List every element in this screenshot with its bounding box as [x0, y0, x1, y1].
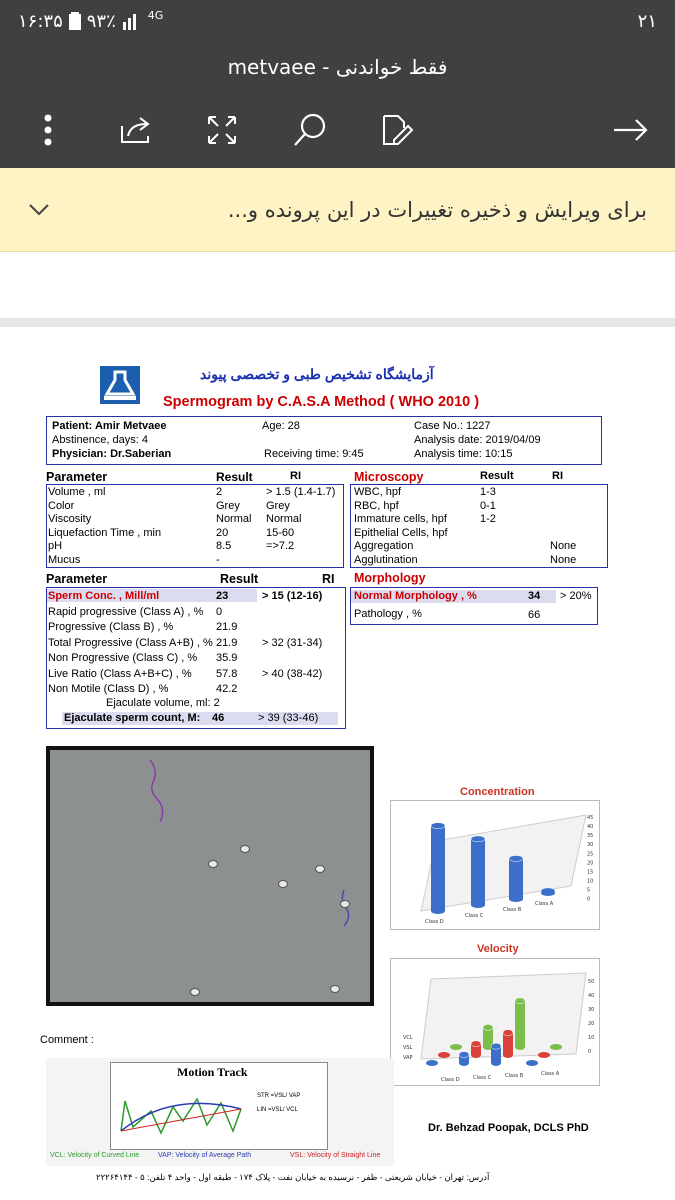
vel-bar-0-3 [550, 1044, 562, 1050]
sperm-cell-p: Live Ratio (Class A+B+C) , % [48, 667, 192, 680]
conc-y-tick: 40 [587, 824, 594, 831]
vel-x-label: Class D [441, 1077, 460, 1083]
motion-track-title: Motion Track [177, 1065, 248, 1079]
sperm-cell [190, 988, 200, 996]
toolbar [0, 92, 675, 168]
vel-bar-0-2 [515, 1001, 525, 1047]
page-separator [0, 318, 675, 327]
conc-bar-1-base [471, 902, 485, 908]
micro-cell-p: Immature cells, hpf [354, 513, 447, 525]
lab-address: آدرس: تهران - خیابان شریعتی - ظفر - نرسیده به خیابان نفت - پلاک ۱۷۴ - طبقه اول - واحد ۴ تلفن: ۵ - ۲۲۲۶۴۱۴۴ [96, 1172, 490, 1182]
patient-age: Age: 28 [262, 420, 300, 432]
conc-chart-back-wall [421, 815, 586, 911]
vel-bar-0-0 [450, 1044, 462, 1050]
conc-y-tick: 20 [587, 860, 594, 867]
conc-bar-2-top [509, 855, 523, 861]
report-title: Spermogram by C.A.S.A Method ( WHO 2010 ) [163, 394, 480, 410]
sperm-cell-p: Non Progressive (Class C) , % [48, 652, 198, 664]
macro-cell-p: Liquefaction Time , min [48, 526, 162, 539]
micro-cell-ri: None [550, 553, 577, 566]
macro-cell-r: 8.5 [216, 540, 232, 552]
conc-x-label: Class C [465, 913, 484, 919]
vel-bar-2-1-top [459, 1052, 469, 1058]
macro-cell-ri: > 1.5 (1.4-1.7) [266, 486, 336, 498]
pathology-label: Pathology , % [354, 608, 422, 620]
micro-header-result: Result [480, 470, 514, 482]
back-button[interactable] [610, 110, 650, 150]
sperm-cell-ri: > 32 (31-34) [262, 636, 323, 649]
conc-bar-1 [471, 839, 485, 905]
vel-bar-1-2-top [503, 1030, 513, 1036]
micro-cell-p: Epithelial Cells, hpf [354, 526, 448, 539]
sperm-header-parameter: Parameter [46, 572, 108, 586]
banner-text: برای ویرایش و ذخیره تغییرات در این پرونده و... [227, 197, 647, 222]
macro-cell-ri: Normal [266, 513, 302, 525]
conc-x-label: Class B [503, 907, 522, 913]
micro-cell-ri: None [550, 540, 577, 552]
conc-y-tick: 25 [587, 851, 594, 858]
sperm-cell-p: Total Progressive (Class A+B) , % [48, 636, 213, 649]
sperm-cell-ri: > 15 (12-16) [262, 590, 323, 602]
ejaculate-volume: Ejaculate volume, ml: 2 [106, 697, 220, 709]
normal-morphology-value: 34 [528, 590, 541, 602]
share-icon [118, 114, 154, 146]
legend-vsl: VSL: Velocity of Straight Line [290, 1152, 381, 1159]
sperm-cell-r: 21.9 [216, 636, 238, 649]
vel-y-tick: 0 [588, 1049, 592, 1055]
velocity-title: Velocity [477, 943, 519, 955]
macro-header-parameter: Parameter [46, 470, 108, 484]
conc-bar-2-base [509, 896, 523, 902]
morphology-header: Morphology [354, 571, 426, 585]
macro-cell-r: Normal [216, 513, 252, 525]
macro-cell-ri: 15-60 [266, 526, 295, 539]
vel-bar-0-2-top [515, 998, 525, 1004]
sperm-cell [278, 880, 288, 888]
sperm-header-ri: RI [322, 572, 335, 586]
vel-bar-0-1-top [483, 1024, 493, 1030]
motion-track-diagram [110, 1062, 328, 1150]
conc-y-tick: 30 [587, 842, 594, 849]
conc-bar-0 [431, 826, 445, 911]
sperm-cell-p: Sperm Conc. , Mill/ml [48, 590, 160, 602]
edit-button[interactable] [376, 110, 416, 150]
vel-series-label: VCL [403, 1035, 413, 1041]
str-formula: STR =VSL/ VAP [257, 1093, 301, 1099]
vel-bar-1-3 [538, 1052, 550, 1058]
conc-y-tick: 45 [587, 815, 594, 821]
sperm-cell [330, 985, 340, 993]
more-menu-button[interactable] [28, 110, 68, 150]
lab-logo [100, 366, 140, 404]
conc-bar-0-base [431, 908, 445, 914]
conc-bar-3-base [541, 890, 555, 896]
macro-cell-p: pH [48, 540, 63, 552]
edit-banner[interactable] [0, 168, 675, 252]
comment-label: Comment : [40, 1034, 94, 1046]
normal-morphology-label: Normal Morphology , % [354, 590, 477, 602]
vel-bar-1-2-base [503, 1052, 513, 1058]
macro-cell-p: Volume , ml [48, 486, 106, 498]
search-button[interactable] [290, 110, 330, 150]
battery-level: ۹۳٪ [86, 10, 116, 32]
micro-cell-p: RBC, hpf [354, 499, 399, 512]
vel-bar-2-2-top [491, 1043, 501, 1049]
search-icon [292, 112, 328, 148]
arrow-right-icon [612, 118, 648, 142]
sperm-cell [208, 860, 218, 868]
analysis-date: Analysis date: 2019/04/09 [414, 434, 541, 446]
ejaculate-count-ri: > 39 (33-46) [258, 712, 319, 724]
velocity-chart [390, 958, 600, 1086]
share-button[interactable] [116, 110, 156, 150]
sperm-tracks [50, 750, 370, 1002]
vel-series-label: VAP [403, 1055, 413, 1061]
vel-bar-1-1-base [471, 1052, 481, 1058]
microscopy-header: Microscopy [354, 470, 424, 484]
document-title: metvaee - فقط خواندنی [0, 42, 675, 92]
sperm-cell [240, 845, 250, 853]
macro-cell-p: Color [48, 499, 75, 512]
vel-bar-1-2 [503, 1033, 513, 1055]
ejaculate-count-value: 46 [212, 712, 225, 724]
micro-cell-r: 1-2 [480, 513, 496, 525]
vel-x-label: Class A [541, 1071, 560, 1077]
sperm-header-result: Result [220, 572, 259, 586]
conc-bar-0-top [431, 823, 445, 829]
pathology-value: 66 [528, 609, 541, 621]
status-bar [0, 0, 675, 42]
micro-cell-p: Aggregation [354, 540, 414, 552]
analysis-time: Analysis time: 10:15 [414, 448, 513, 460]
lin-formula: LIN =VSL/ VCL [257, 1107, 298, 1113]
microscope-image [46, 746, 374, 1006]
vel-y-tick: 30 [588, 1007, 595, 1013]
vel-bar-0-2-base [515, 1044, 525, 1050]
clock: ۱۶:۳۵ [18, 10, 63, 32]
vel-bar-2-0 [426, 1060, 438, 1066]
sperm-cell-ri: > 40 (38-42) [262, 667, 323, 680]
macro-cell-r: 20 [216, 526, 229, 539]
sperm-cell-r: 0 [216, 605, 223, 618]
normal-morphology-ri: > 20% [560, 590, 592, 602]
network-type: 4G [147, 8, 164, 22]
vel-x-label: Class C [473, 1075, 492, 1081]
sperm-cell [340, 900, 350, 908]
macro-header-result: Result [216, 470, 253, 484]
vel-bar-2-3 [526, 1060, 538, 1066]
vel-y-tick: 50 [588, 979, 595, 985]
ejaculate-count-label: Ejaculate sperm count, M: [64, 712, 201, 724]
vel-series-label: VSL [403, 1045, 413, 1051]
macro-cell-r: - [216, 553, 220, 566]
vel-y-tick: 10 [588, 1035, 595, 1041]
physician: Physician: Dr.Saberian [52, 448, 172, 460]
sperm-cell-r: 35.9 [216, 652, 238, 664]
battery-icon [69, 12, 81, 30]
macro-cell-r: 2 [216, 486, 223, 498]
doctor-signature: Dr. Behzad Poopak, DCLS PhD [428, 1122, 589, 1134]
legend-vcl: VCL: Velocity of Curved Line [50, 1152, 140, 1159]
conc-y-tick: 15 [587, 869, 594, 876]
macro-cell-r: Grey [216, 499, 240, 512]
macro-header-ri: RI [290, 470, 301, 482]
fullscreen-icon [205, 113, 239, 147]
conc-y-tick: 0 [587, 896, 591, 903]
macro-cell-ri: Grey [266, 499, 290, 512]
concentration-chart [390, 800, 600, 930]
conc-x-label: Class A [535, 901, 554, 907]
vel-bar-1-1-top [471, 1041, 481, 1047]
vel-bar-2-2-base [491, 1060, 501, 1066]
sperm-cell-r: 57.8 [216, 667, 238, 680]
receiving-time: Receiving time: 9:45 [264, 448, 364, 460]
conc-bar-1-top [471, 836, 485, 842]
patient-name: Patient: Amir Metvaee [52, 420, 167, 432]
sperm-cell [315, 865, 325, 873]
macro-cell-p: Mucus [48, 553, 81, 566]
micro-header-ri: RI [552, 470, 563, 482]
macro-cell-ri: =>7.2 [266, 540, 295, 552]
fullscreen-button[interactable] [202, 110, 242, 150]
sperm-cell-r: 23 [216, 590, 229, 602]
motion-track-paths [111, 1081, 251, 1149]
vel-x-label: Class B [505, 1073, 524, 1079]
signal-icon [122, 12, 142, 30]
vel-bar-1-0 [438, 1052, 450, 1058]
micro-cell-r: 0-1 [480, 499, 496, 512]
sperm-cell-r: 21.9 [216, 621, 238, 633]
vel-y-tick: 20 [588, 1021, 595, 1027]
abstinence: Abstinence, days: 4 [52, 434, 149, 446]
vel-y-tick: 40 [588, 993, 595, 999]
sperm-cell-p: Progressive (Class B) , % [48, 621, 174, 633]
more-vert-icon [43, 114, 53, 146]
sperm-cell-p: Rapid progressive (Class A) , % [48, 605, 204, 618]
edit-document-icon [378, 112, 414, 148]
concentration-title: Concentration [460, 786, 535, 798]
macro-cell-p: Viscosity [48, 513, 92, 525]
conc-y-tick: 5 [587, 887, 591, 894]
case-number: Case No.: 1227 [414, 420, 491, 432]
micro-cell-p: WBC, hpf [354, 486, 402, 498]
notification-badge: ۲۱ [637, 10, 657, 32]
lab-name: آزمایشگاه تشخیص طبی و تخصصی پیوند [200, 366, 434, 382]
sperm-cell-p: Non Motile (Class D) , % [48, 683, 169, 695]
vel-bar-2-1-base [459, 1060, 469, 1066]
conc-y-tick: 35 [587, 833, 594, 840]
conc-bar-2 [509, 858, 523, 899]
sperm-cell-r: 42.2 [216, 683, 238, 695]
chevron-down-icon[interactable] [28, 198, 50, 222]
conc-x-label: Class D [425, 919, 444, 925]
conc-y-tick: 10 [587, 878, 594, 885]
micro-cell-r: 1-3 [480, 486, 496, 498]
micro-cell-p: Agglutination [354, 553, 418, 566]
legend-vap: VAP: Velocity of Average Path [158, 1152, 252, 1159]
